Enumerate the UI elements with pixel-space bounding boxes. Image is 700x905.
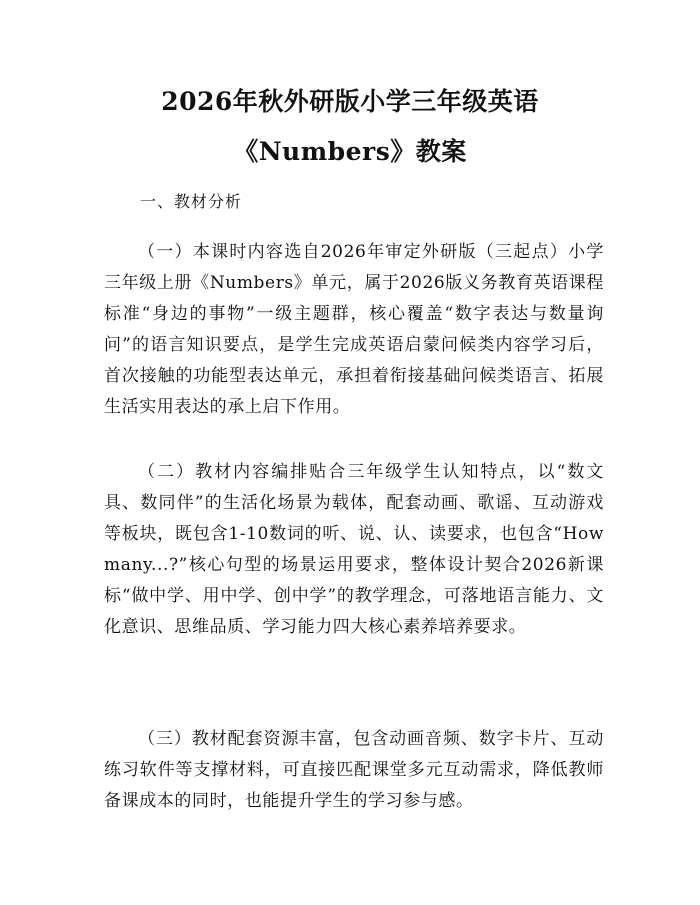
paragraph-2: （二）教材内容编排贴合三年级学生认知特点，以“数文具、数同伴”的生活化场景为载体，配套动画、歌谣、互动游戏等板块，既包含1-10数词的听、说、认、读要求，也包含“How many...?”核心句型的场景运用要求，整体设计契合2026新课标“做中学、用中学、创中学”的教学理念，可落地语言能力、文化意识、思维品质、学习能力四大核心素养培养要求。: [104, 462, 604, 637]
document-title-line-2: 《Numbers》教案: [233, 137, 467, 166]
paragraph-3: （三）教材配套资源丰富，包含动画音频、数字卡片、互动练习软件等支撑材料，可直接匹配课堂多元互动需求，降低教师备课成本的同时，也能提升学生的学习参与感。: [104, 729, 604, 811]
document-title-line-1: 2026年秋外研版小学三年级英语: [161, 87, 539, 116]
paragraph-1: （一）本课时内容选自2026年审定外研版（三起点）小学三年级上册《Numbers》单元，属于2026版义务教育英语课程标准“身边的事物”一级主题群，核心覆盖“数字表达与数量询问”的语言知识要点，是学生完成英语启蒙问候类内容学习后，首次接触的功能型表达单元，承担着衔接基础问候类语言、拓展生活实用表达的承上启下作用。: [104, 242, 604, 417]
section-heading: 一、教材分析: [140, 192, 243, 211]
